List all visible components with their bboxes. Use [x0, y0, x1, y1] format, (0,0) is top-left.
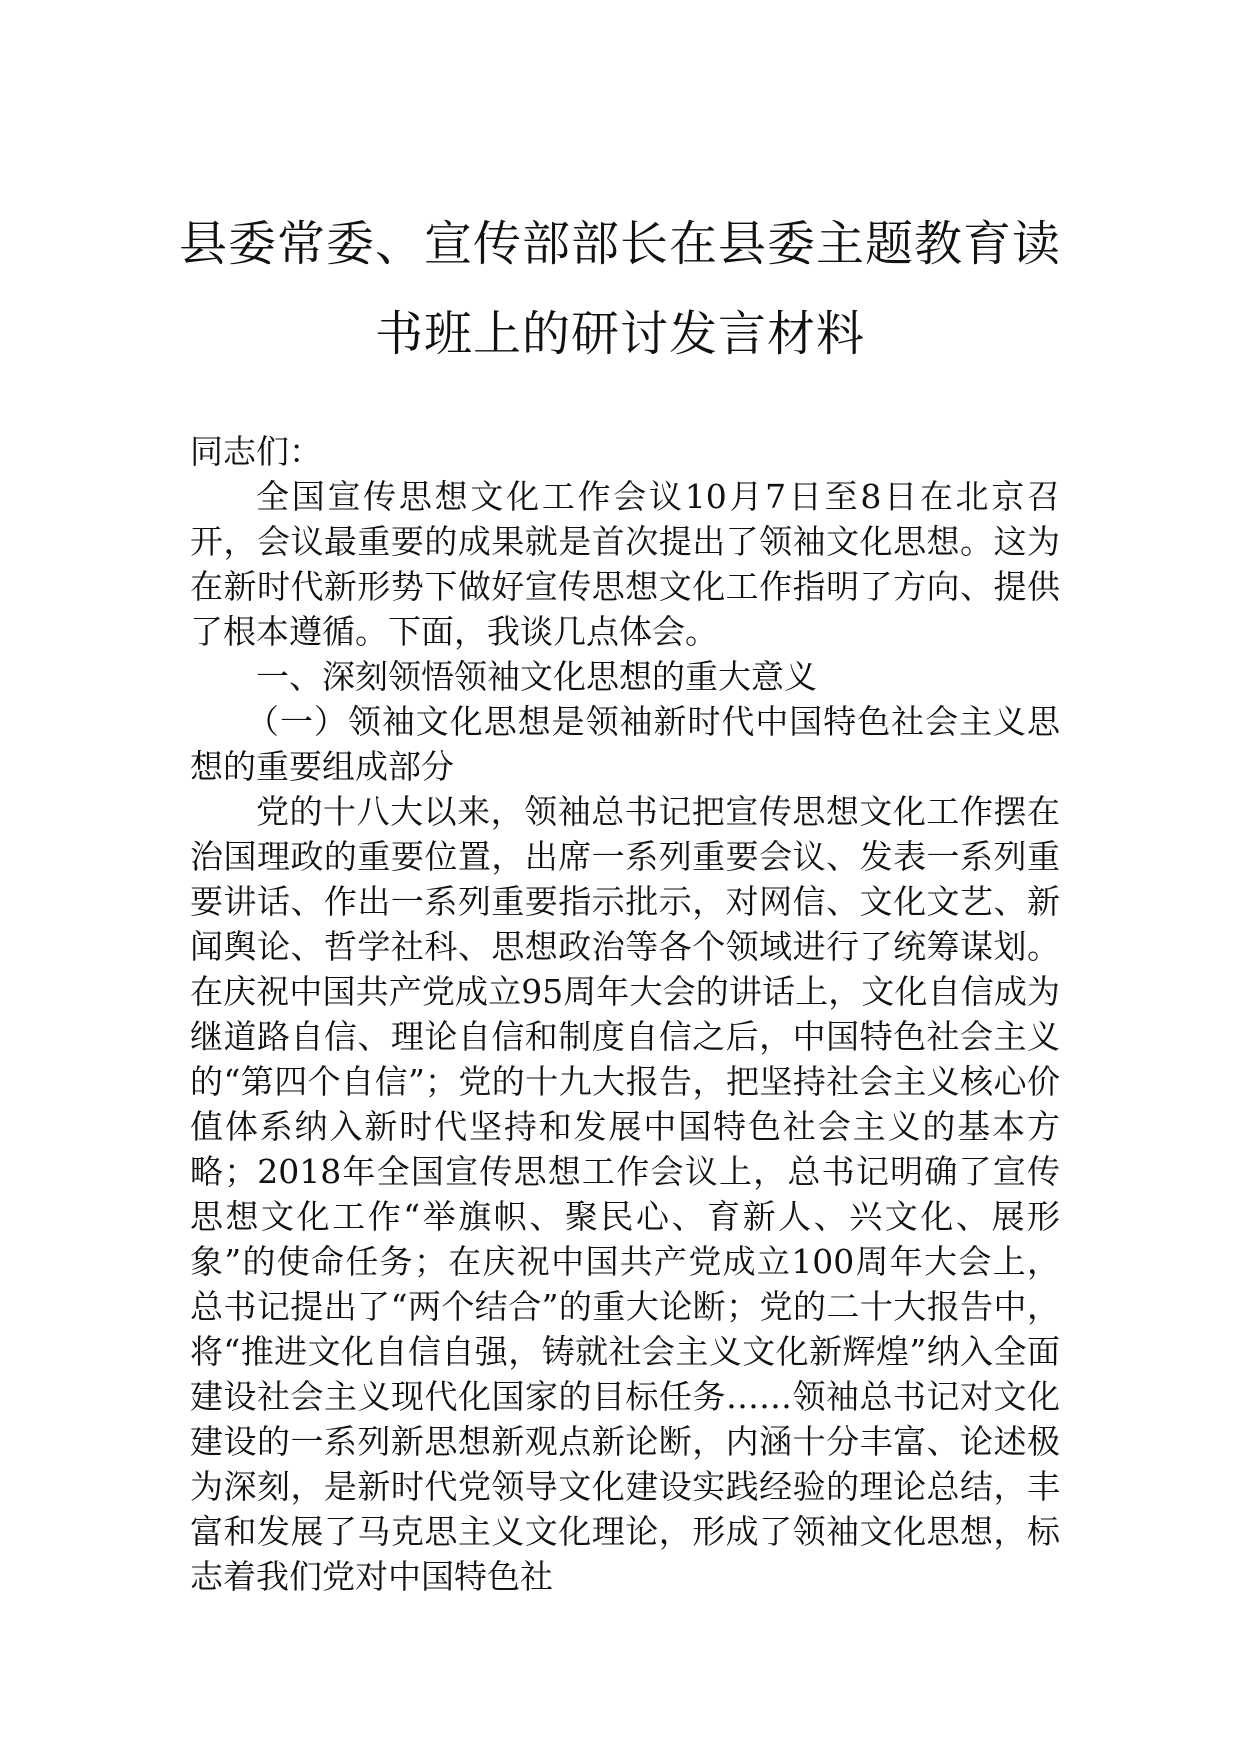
section-heading: 一、深刻领悟领袖文化思想的重大意义 [256, 657, 817, 696]
salutation: 同志们： [190, 432, 322, 471]
body-paragraph: 党的十八大以来，领袖总书记把宣传思想文化工作摆在治国理政的重要位置，出席一系列重要会议、发表一系列重要讲话、作出一系列重要指示批示，对网信、文化文艺、新闻舆论、哲学社科、思想政治等各个领域进行了统筹谋划。在庆祝中国共产党成立95周年大会的讲话上，文化自信成为继道路自信、理论自信和制度自信之后，中国特色社会主义的“第四个自信”；党的十九大报告，把坚持社会主义核心价值体系纳入新时代坚持和发展中国特色社会主义的基本方略；2018年全国宣传思想工作会议上，总书记明确了宣传思想文化工作“举旗帜、聚民心、育新人、兴文化、展形象”的使命任务；在庆祝中国共产党成立100周年大会上，总书记提出了“两个结合”的重大论断；党的二十大报告中，将“推进文化自信自强，铸就社会主义文化新辉煌”纳入全面建设社会主义现代化国家的目标任务……领袖总书记对文化建设的一系列新思想新观点新论断，内涵十分丰富、论述极为深刻，是新时代党领导文化建设实践经验的理论总结，丰富和发展了马克思主义文化理论，形成了领袖文化思想，标志着我们党对中国特色社 [190, 792, 1060, 1596]
document-title-line-2: 书班上的研讨发言材料 [374, 306, 865, 362]
subsection-heading: （一）领袖文化思想是领袖新时代中国特色社会主义思想的重要组成部分 [190, 702, 1060, 786]
document-body [190, 429, 1060, 1599]
document-title-line-1: 县委常委、宣传部部长在县委主题教育读 [178, 216, 1061, 272]
intro-paragraph: 全国宣传思想文化工作会议10月7日至8日在北京召开，会议最重要的成果就是首次提出了领袖文化思想。这为在新时代新形势下做好宣传思想文化工作指明了方向、提供了根本遵循。下面，我谈几点体会。 [190, 477, 1060, 651]
